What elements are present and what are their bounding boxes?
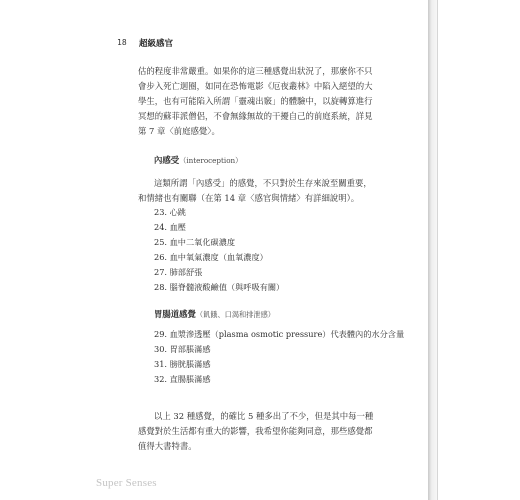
- list-item: 23. 心跳: [154, 207, 186, 217]
- list-item: 24. 血壓: [154, 222, 186, 232]
- list-item: 32. 直腸脹滿感: [154, 374, 211, 384]
- list-item: 26. 血中氧氣濃度（血氧濃度）: [154, 252, 268, 262]
- list-item: 31. 膀胱脹滿感: [154, 359, 211, 369]
- list-item: 29. 血漿滲透壓（plasma osmotic pressure）代表體內的水分含量: [154, 329, 405, 339]
- section-heading-interoception: [154, 154, 242, 166]
- closing-paragraph: 以上 32 種感覺，的確比 5 種多出了不少，但是其中每一種感覺對於生活都有重大的影響，我希望你能夠同意，那些感覺都值得大書特書。: [138, 411, 374, 451]
- gut-sense-list: [154, 327, 404, 387]
- list-item: 28. 腦脊髓液酸鹼值（與呼吸有關）: [154, 282, 285, 292]
- list-item: 30. 胃部脹滿感: [154, 344, 211, 354]
- footer-watermark: Super Senses: [96, 477, 157, 489]
- interoception-list: [154, 205, 284, 295]
- list-item: 27. 肺部舒張: [154, 267, 203, 277]
- intro-paragraph: 估的程度非常嚴重。如果你的這三種感覺出狀況了，那麼你不只會步入死亡迴圈，如同在恐怖電影《厄夜叢林》中陷入絕望的大學生，也有可能陷入所謂「靈魂出竅」的體驗中，以旋轉算進行冥想的蘇菲派僧侶，不會無緣無故的干擾自己的前庭系統，詳見第 7 章〈前庭感覺〉。: [138, 66, 373, 136]
- page-edge-shadow: [428, 0, 437, 500]
- interoception-paragraph: 這類所謂「內感受」的感覺，不只對於生存來說至關重要，和情緒也有關聯（在第 14 章〈感官與情緒〉有詳細說明）。: [138, 178, 372, 203]
- section-subtitle: （interoception）: [179, 156, 243, 165]
- running-header-title: 超級感官: [139, 39, 174, 49]
- section-title: 內感受: [154, 155, 180, 165]
- page-number: 18: [117, 38, 127, 47]
- list-item: 25. 血中二氧化碳濃度: [154, 237, 236, 247]
- page-edge-line: [437, 0, 438, 500]
- section-title: 胃腸道感覺: [154, 309, 196, 319]
- section-subtitle: （飢餓、口渴和排泄感）: [195, 310, 275, 319]
- section-heading-gut: [154, 308, 275, 320]
